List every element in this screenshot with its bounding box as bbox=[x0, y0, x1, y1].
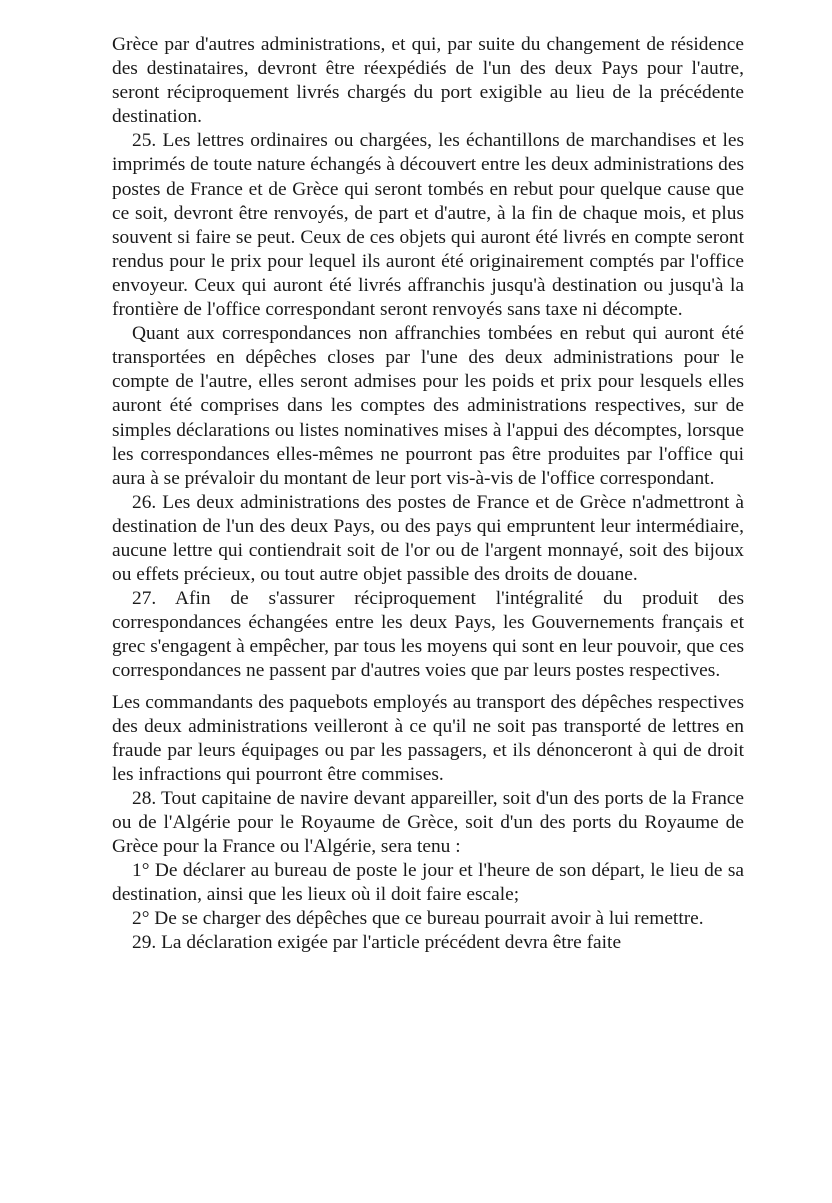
article-25-second-paragraph: Quant aux correspondances non affranchies tombées en rebut qui auront été transportées en dépêches closes par l'une des deux administrations pour le compte de l'autre, elles seront admises pour les poids et prix pour lesquels elles auront été comprises dans les comptes des administrations respectives, sur de simples déclarations ou listes nominatives mises à l'appui des décomptes, lorsque les correspondances elles-mêmes ne pourront pas être produites par l'office qui aura à se prévaloir du montant de leur port vis-à-vis de l'office correspondant. bbox=[112, 323, 744, 489]
document-page bbox=[112, 33, 744, 956]
paragraph-continuation: Grèce par d'autres administrations, et qui, par suite du changement de résidence des destinataires, devront être réexpédiés de l'un des deux Pays pour l'autre, seront réciproquement livrés chargés du port exigible au lieu de la précédente destination. bbox=[112, 34, 744, 128]
article-27-second-paragraph: Les commandants des paquebots employés au transport des dépêches respectives des deux administrations veilleront à ce qu'il ne soit pas transporté de lettres en fraude par leurs équipages ou par les passagers, et ils dénonceront à qui de droit les infractions qui pourront être commises. bbox=[112, 691, 744, 785]
article-28-item-1: 1° De déclarer au bureau de poste le jour et l'heure de son départ, le lieu de sa destination, ainsi que les lieux où il doit faire escale; bbox=[112, 860, 744, 906]
article-29-paragraph: 29. La déclaration exigée par l'article précédent devra être faite bbox=[132, 932, 622, 954]
article-27-paragraph: 27. Afin de s'assurer réciproquement l'intégralité du produit des correspondances échangées entre les deux Pays, les Gouvernements français et grec s'engagent à empêcher, par tous les moyens qui sont en leur pouvoir, que ces correspondances ne passent par d'autres voies que par leurs postes respectives. bbox=[112, 588, 744, 682]
article-28-item-2: 2° De se charger des dépêches que ce bureau pourrait avoir à lui remettre. bbox=[132, 908, 704, 930]
article-28-paragraph: 28. Tout capitaine de navire devant appareiller, soit d'un des ports de la France ou de l'Algérie pour le Royaume de Grèce, soit d'un des ports du Royaume de Grèce pour la France ou l'Algérie, sera tenu : bbox=[112, 787, 744, 858]
article-26-paragraph: 26. Les deux administrations des postes de France et de Grèce n'admettront à destination de l'un des deux Pays, ou des pays qui empruntent leur intermédiaire, aucune lettre qui contiendrait soit de l'or ou de l'argent monnayé, soit des bijoux ou effets précieux, ou tout autre objet passible des droits de douane. bbox=[112, 491, 744, 586]
article-25-paragraph: 25. Les lettres ordinaires ou chargées, les échantillons de marchandises et les imprimés de toute nature échangés à découvert entre les deux administrations des postes de France et de Grèce qui seront tombés en rebut pour quelque cause que ce soit, devront être renvoyés, de part et d'autre, à la fin de chaque mois, et plus souvent si faire se peut. Ceux de ces objets qui auront été livrés en compte seront rendus pour le prix pour lequel ils auront été originairement comptés par l'office envoyeur. Ceux qui auront été livrés affranchis jusqu'à destination ou jusqu'à la frontière de l'office correspondant seront renvoyés sans taxe ni décompte. bbox=[112, 130, 744, 321]
